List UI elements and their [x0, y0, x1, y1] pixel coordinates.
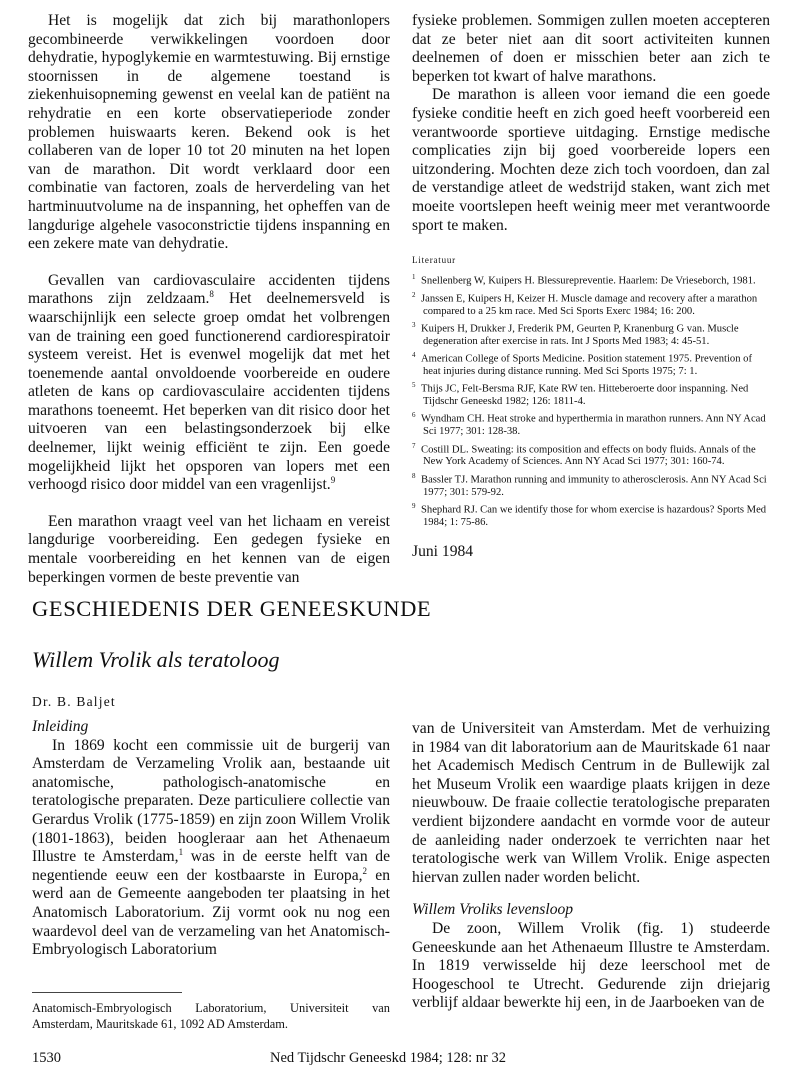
author-name: Dr. B. Baljet — [32, 694, 116, 709]
page-number: 1530 — [32, 1050, 61, 1066]
reference-item — [412, 500, 770, 529]
top-left-column — [28, 12, 390, 587]
reference-number: 4 — [412, 351, 416, 360]
paragraph — [32, 737, 390, 960]
reference-item — [412, 289, 770, 318]
paragraph: De marathon is alleen voor iemand die een goede fysieke conditie heeft en zich goed heeft voorbereid een verantwoorde sportieve uitdaging. Ernstige medische complicaties zijn bij goed voorbereide lopers een uitzondering. Mochten deze zich toch voordoen, dan zal de verstandige atleet de wedstrijd staken, want zich met moeite voortslepen heeft weinig meer met verantwoorde sport te maken. — [412, 86, 770, 234]
reference-text: Snellenberg W, Kuipers H. Blessurepreventie. Haarlem: De Vrieseborch, 1981. — [421, 275, 756, 287]
reference-text: Janssen E, Kuipers H, Keizer H. Muscle damage and recovery after a marathon compared to a 25 km race. Med Sci Sports Exerc 1984; 16: 200. — [421, 293, 758, 317]
reference-item — [412, 440, 770, 469]
reference-item — [412, 379, 770, 408]
reference-item — [412, 409, 770, 438]
reference-number: 1 — [412, 273, 416, 282]
citation-marker: 9 — [330, 475, 336, 486]
reference-number: 8 — [412, 471, 416, 480]
citation-marker: 2 — [362, 865, 368, 876]
reference-item — [412, 349, 770, 378]
reference-text: American College of Sports Medicine. Position statement 1975. Prevention of heat injuries during distance running. Med Sci Sports 1975; 7: 1. — [421, 353, 752, 378]
reference-number: 9 — [412, 501, 416, 510]
reference-number: 2 — [412, 290, 416, 299]
paragraph: Het is mogelijk dat zich bij marathonlopers gecombineerde verwikkelingen voordoen door dehydratie, hypoglykemie en warmtestuwing. Bij ernstige stoornissen in de algemene toestand is ziekenhuisopneming gewenst en veelal kan de patiënt na rehydratie en een korte observatieperiode zonder problemen huiswaarts keren. Bekend ook is het collaberen van de loper 10 tot 20 minuten na het lopen van de marathon. Dit wordt verklaard door een combinatie van factoren, zoals de herverdeling van het hartminuutvolume na de inspanning, het opheffen van de langdurige algehele vasoconstrictie tijdens inspanning en een zekere mate van dehydratie. — [28, 12, 390, 253]
reference-text: Kuipers H, Drukker J, Frederik PM, Geurten P, Kranenburg G van. Muscle degeneration after exercise in rats. Int J Sports Med 1983; 4: 45-51. — [421, 323, 739, 347]
reference-number: 6 — [412, 411, 416, 420]
literature-heading: Literatuur — [412, 255, 456, 266]
author-affiliation-footnote: Anatomisch-Embryologisch Laboratorium, Universiteit van Amsterdam, Mauritskade 61, 1092 AD Amsterdam. — [32, 1001, 390, 1031]
bottom-left-column — [32, 718, 390, 960]
section-title: GESCHIEDENIS DER GENEESKUNDE — [32, 596, 432, 621]
reference-item — [412, 271, 770, 288]
reference-text: Wyndham CH. Heat stroke and hyperthermia in marathon runners. Ann NY Acad Sci 1977; 301: 128-38. — [421, 413, 766, 438]
reference-item — [412, 319, 770, 348]
paragraph-text: en werd aan de Gemeente aangeboden ter plaatsing in het Anatomisch Laboratorium. Zij vormt ook nu nog een waardevol deel van de verzameling van het Anatomisch-Embryologisch Laboratorium — [32, 866, 390, 959]
journal-reference: Ned Tijdschr Geneeskd 1984; 128: nr 32 — [270, 1050, 507, 1066]
top-right-column — [412, 12, 770, 561]
article-title: Willem Vrolik als teratoloog — [32, 647, 280, 672]
footnote-divider — [32, 992, 182, 993]
subsection-heading: Willem Vroliks levensloop — [412, 901, 574, 919]
reference-item — [412, 470, 770, 499]
paragraph: Een marathon vraagt veel van het lichaam en vereist langdurige voorbereiding. Een gedegen fysieke en mentale voorbereiding en het kennen van de eigen beperkingen vormen de beste preventie van — [28, 512, 390, 586]
citation-marker: 1 — [178, 846, 184, 857]
bottom-right-column — [412, 720, 770, 1013]
reference-number: 3 — [412, 321, 416, 330]
paragraph-text: Het deelnemersveld is waarschijnlijk een selecte groep omdat het volbrengen van de training een goed functionerend cardiorespiratoir systeem vereist. Het is evenwel mogelijk dat met het toenemende aantal onvoldoende voorbereide en oudere atleten de kans op cardiovasculaire accidenten tijdens marathons toeneemt. Het beperken van dit risico door het uitvoeren van een belastingsonderzoek bij elke deelnemer, lijkt weinig efficiënt te zijn. Een goede mogelijkheid lijkt het opsporen van lopers met een verhoogd risico door middel van een vragenlijst. — [28, 290, 390, 494]
reference-text: Shephard RJ. Can we identify those for whom exercise is hazardous? Sports Med 1984; 1: 75-86. — [421, 504, 767, 528]
reference-text: Costill DL. Sweating: its composition and effects on body fluids. Annals of the New York Academy of Sciences. Ann NY Acad Sci 1977; 301: 160-74. — [421, 444, 756, 468]
paragraph: De zoon, Willem Vrolik (fig. 1) studeerde Geneeskunde aan het Athenaeum Illustre te Amsterdam. In 1819 verwisselde hij deze leerschool met de Hoogeschool te Utrecht. Gedurende zijn driejarig verblijf aldaar bewerkte hij een, in de Jaarboeken van de — [412, 919, 770, 1012]
reference-list — [412, 271, 770, 529]
reference-number: 5 — [412, 381, 416, 390]
reference-text: Bassler TJ. Marathon running and immunity to atherosclerosis. Ann NY Acad Sci 1977; 301: 579-92. — [421, 474, 767, 498]
reference-number: 7 — [412, 441, 416, 450]
reference-text: Thijs JC, Felt-Bersma RJF, Kate RW ten. Hitteberoerte door inspanning. Ned Tijdschr Geneeskd 1982; 126: 1811-4. — [421, 383, 749, 408]
paragraph-text: In 1869 kocht een commissie uit de burgerij van Amsterdam de Verzameling Vrolik aan, bestaande uit anatomische, pathologisch-anatomische en teratologische preparaten. Deze particuliere collectie van Gerardus Vrolik (1775-1859) en zijn zoon Willem Vrolik (1801-1863), beiden hoogleraar aan het Athenaeum Illustre te Amsterdam, — [32, 736, 390, 866]
citation-marker: 8 — [209, 289, 214, 300]
paragraph-text: was in de eerste helft van de negentiende eeuw een der kostbaarste in Europa, — [32, 848, 391, 884]
subsection-heading: Inleiding — [32, 718, 89, 735]
paragraph-text: Gevallen van cardiovasculaire accidenten tijdens marathons zijn zeldzaam. — [28, 271, 390, 308]
paragraph: van de Universiteit van Amsterdam. Met de verhuizing in 1984 van dit laboratorium aan de Mauritskade 61 naar het Academisch Medisch Centrum in de Bullewijk zal het Museum Vrolik een waardige plaats krijgen in deze nieuwbouw. De fraaie collectie teratologische preparaten verdient bijzondere aandacht en vormde voor de auteur de aanleiding nader onderzoek te verrichten naar het teratologische werk van Willem Vrolik. Enige aspecten hiervan zullen nader worden belicht. — [412, 720, 770, 886]
article-date: Juni 1984 — [412, 542, 474, 560]
paragraph: fysieke problemen. Sommigen zullen moeten accepteren dat ze beter niet aan dit soort activiteiten kunnen deelnemen of doen er misschien beter aan zich te beperken tot kwart of halve marathons. — [412, 12, 770, 85]
paragraph — [28, 272, 390, 495]
